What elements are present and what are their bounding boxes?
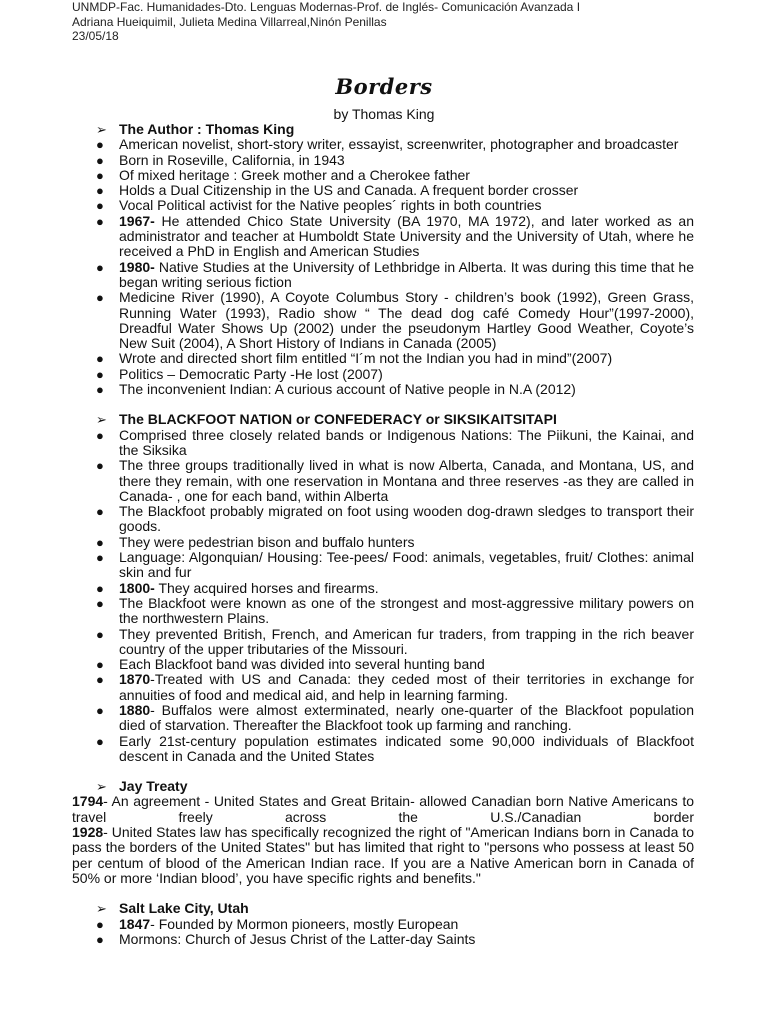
bullet-icon: ● (96, 672, 104, 688)
document-body (72, 122, 694, 947)
item-lead: 1847 (119, 915, 151, 932)
item-text: They prevented British, French, and American fur traders, from trapping in the rich beaver country of the upper tributaries of the Missouri. (119, 625, 694, 657)
treaty-paragraph-1794 (72, 794, 694, 825)
bullet-icon: ● (96, 183, 104, 199)
paragraph-text: - An agreement - United States and Great Britain- allowed Canadian born Native Americans to travel freely across the U.S./Canadian border (72, 793, 694, 825)
item-text: Native Studies at the University of Lethbridge in Alberta. It was during this time that he began writing serious fiction (119, 258, 694, 290)
item-text: - Founded by Mormon pioneers, mostly European (150, 915, 459, 932)
arrowhead-icon: ➢ (96, 779, 107, 795)
item-text: The Blackfoot probably migrated on foot using wooden dog-drawn sledges to transport their goods. (119, 503, 694, 535)
list-item (72, 260, 694, 291)
item-text: Comprised three closely related bands or Indigenous Nations: The Piikuni, the Kainai, and the Siksika (119, 426, 694, 458)
list-item (72, 183, 694, 198)
bullet-icon: ● (96, 733, 104, 749)
document-header (72, 0, 580, 44)
list-item (72, 535, 694, 550)
bullet-icon: ● (96, 152, 104, 168)
item-text: Medicine River (1990), A Coyote Columbus Story - children’s book (1992), Green Grass, Running Water (1993), Radio show “ The dead dog café Comedy Hour”(1997-2000), Dreadful Water Shows Up (2002) under the pseudonym Hartley Good Weather, Coyote’s New Suit (2004), A Short History of Indians in Canada (2005) (119, 289, 694, 352)
item-text: Holds a Dual Citizenship in the US and Canada. A frequent border crosser (119, 182, 579, 199)
bullet-icon: ● (96, 213, 104, 229)
item-text: Vocal Political activist for the Native peoples´ rights in both countries (119, 197, 542, 214)
bullet-icon: ● (96, 351, 104, 367)
item-lead: 1880 (119, 701, 151, 718)
bullet-list (72, 917, 694, 948)
section-heading (72, 122, 694, 137)
bullet-icon: ● (96, 595, 104, 611)
list-item (72, 290, 694, 351)
list-item (72, 627, 694, 658)
item-lead: 1980- (119, 258, 155, 275)
list-item (72, 382, 694, 397)
item-text: Wrote and directed short film entitled “I´m not the Indian you had in mind”(2007) (119, 350, 613, 367)
bullet-icon: ● (96, 137, 104, 153)
bullet-icon: ● (96, 259, 104, 275)
item-text: -Treated with US and Canada: they ceded most of their territories in exchange for annuities of food and medical aid, and help in learning farming. (119, 671, 694, 703)
paragraph-lead: 1794 (72, 793, 104, 810)
item-lead: 1967- (119, 212, 155, 229)
item-text: Each Blackfoot band was divided into several hunting band (119, 656, 485, 673)
item-text: Language: Algonquian/ Housing: Tee-pees/ Food: animals, vegetables, fruit/ Clothes: animal skin and fur (119, 549, 694, 581)
bullet-icon: ● (96, 702, 104, 718)
bullet-icon: ● (96, 504, 104, 520)
item-text: Mormons: Church of Jesus Christ of the Latter-day Saints (119, 930, 476, 947)
list-item (72, 550, 694, 581)
item-text: The three groups traditionally lived in what is now Alberta, Canada, and Montana, US, and there they remain, with one reservation in Montana and three reserves -as they are called in Canada- , one for each band, within Alberta (119, 457, 694, 504)
bullet-icon: ● (96, 458, 104, 474)
item-text: Politics – Democratic Party -He lost (2007) (119, 365, 383, 382)
list-item (72, 932, 694, 947)
header-course-line: UNMDP-Fac. Humanidades-Dto. Lenguas Modernas-Prof. de Inglés- Comunicación Avanzada I (72, 0, 581, 14)
item-text: They acquired horses and firearms. (154, 579, 379, 596)
section-author (72, 122, 694, 397)
item-text: Born in Roseville, California, in 1943 (119, 151, 345, 168)
item-text: He attended Chico State University (BA 1970, MA 1972), and later worked as an administrator and teacher at Humboldt State University and the University of Utah, where he received a PhD in English and American Studies (119, 212, 694, 260)
item-text: Early 21st-century population estimates indicated some 90,000 individuals of Blackfoot descent in Canada and the United States (119, 732, 694, 764)
arrowhead-icon: ➢ (96, 122, 107, 137)
section-spacer (72, 397, 694, 412)
bullet-icon: ● (96, 580, 104, 596)
list-item (72, 367, 694, 382)
bullet-icon: ● (96, 626, 104, 642)
section-spacer (72, 886, 694, 901)
bullet-icon: ● (96, 382, 104, 398)
section-heading-text: The Author : Thomas King (119, 121, 295, 137)
list-item (72, 504, 694, 535)
list-item (72, 428, 694, 459)
bullet-icon: ● (96, 916, 104, 932)
arrowhead-icon: ➢ (96, 901, 107, 917)
bullet-list (72, 428, 694, 765)
section-salt-lake (72, 901, 694, 947)
header-date-line: 23/05/18 (72, 29, 119, 43)
bullet-icon: ● (96, 366, 104, 382)
list-item (72, 198, 694, 213)
item-text: The Blackfoot were known as one of the strongest and most-aggressive military powers on the northwestern Plains. (119, 594, 694, 627)
section-heading (72, 779, 694, 794)
document-title: Borders (335, 74, 433, 99)
item-lead: 1800- (119, 579, 155, 596)
item-text: - Buffalos were almost exterminated, nearly one-quarter of the Blackfoot population died of starvation. Thereafter the Blackfoot took up farming and ranching. (119, 701, 694, 734)
item-text: They were pedestrian bison and buffalo hunters (119, 533, 415, 550)
section-spacer (72, 764, 694, 779)
section-heading (72, 412, 694, 427)
list-item (72, 137, 694, 152)
paragraph-text: - United States law has specifically recognized the right of "American Indians born in Canada to pass the borders of the United States" but has limited that right to "persons who possess at least 50 per centum of blood of the American Indian race. If you are a Native American born in Canada of 50% or more ‘Indian blood’, you have specific rights and benefits." (72, 824, 694, 886)
list-item (72, 917, 694, 932)
arrowhead-icon: ➢ (96, 412, 107, 428)
bullet-icon: ● (96, 931, 104, 947)
bullet-icon: ● (96, 198, 104, 214)
list-item (72, 734, 694, 765)
bullet-icon: ● (96, 657, 104, 673)
list-item (72, 703, 694, 734)
treaty-paragraph-1928 (72, 825, 694, 886)
paragraph-lead: 1928 (72, 824, 104, 841)
list-item (72, 581, 694, 596)
list-item (72, 351, 694, 366)
section-heading (72, 901, 694, 916)
list-item (72, 458, 694, 504)
section-heading-text: Jay Treaty (119, 778, 188, 795)
item-text: The inconvenient Indian: A curious account of Native people in N.A (2012) (119, 381, 576, 398)
bullet-icon: ● (96, 167, 104, 183)
list-item (72, 596, 694, 627)
list-item (72, 657, 694, 672)
bullet-icon: ● (96, 534, 104, 550)
bullet-icon: ● (96, 427, 104, 443)
section-heading-text: The BLACKFOOT NATION or CONFEDERACY or SIKSIKAITSITAPI (119, 411, 557, 428)
section-jay-treaty (72, 779, 694, 886)
list-item (72, 153, 694, 168)
bullet-list (72, 137, 694, 397)
item-text: American novelist, short-story writer, essayist, screenwriter, photographer and broadcaster (119, 136, 679, 153)
document-byline: by Thomas King (333, 106, 435, 122)
header-authors-line: Adriana Hueiquimil, Julieta Medina Villarreal,Ninón Penillas (72, 14, 387, 29)
bullet-icon: ● (96, 550, 104, 566)
list-item (72, 214, 694, 260)
bullet-icon: ● (96, 290, 104, 306)
list-item (72, 672, 694, 703)
list-item (72, 168, 694, 183)
item-text: Of mixed heritage : Greek mother and a Cherokee father (119, 166, 470, 183)
section-blackfoot (72, 412, 694, 764)
item-lead: 1870 (119, 671, 151, 688)
section-heading-text: Salt Lake City, Utah (119, 900, 249, 917)
